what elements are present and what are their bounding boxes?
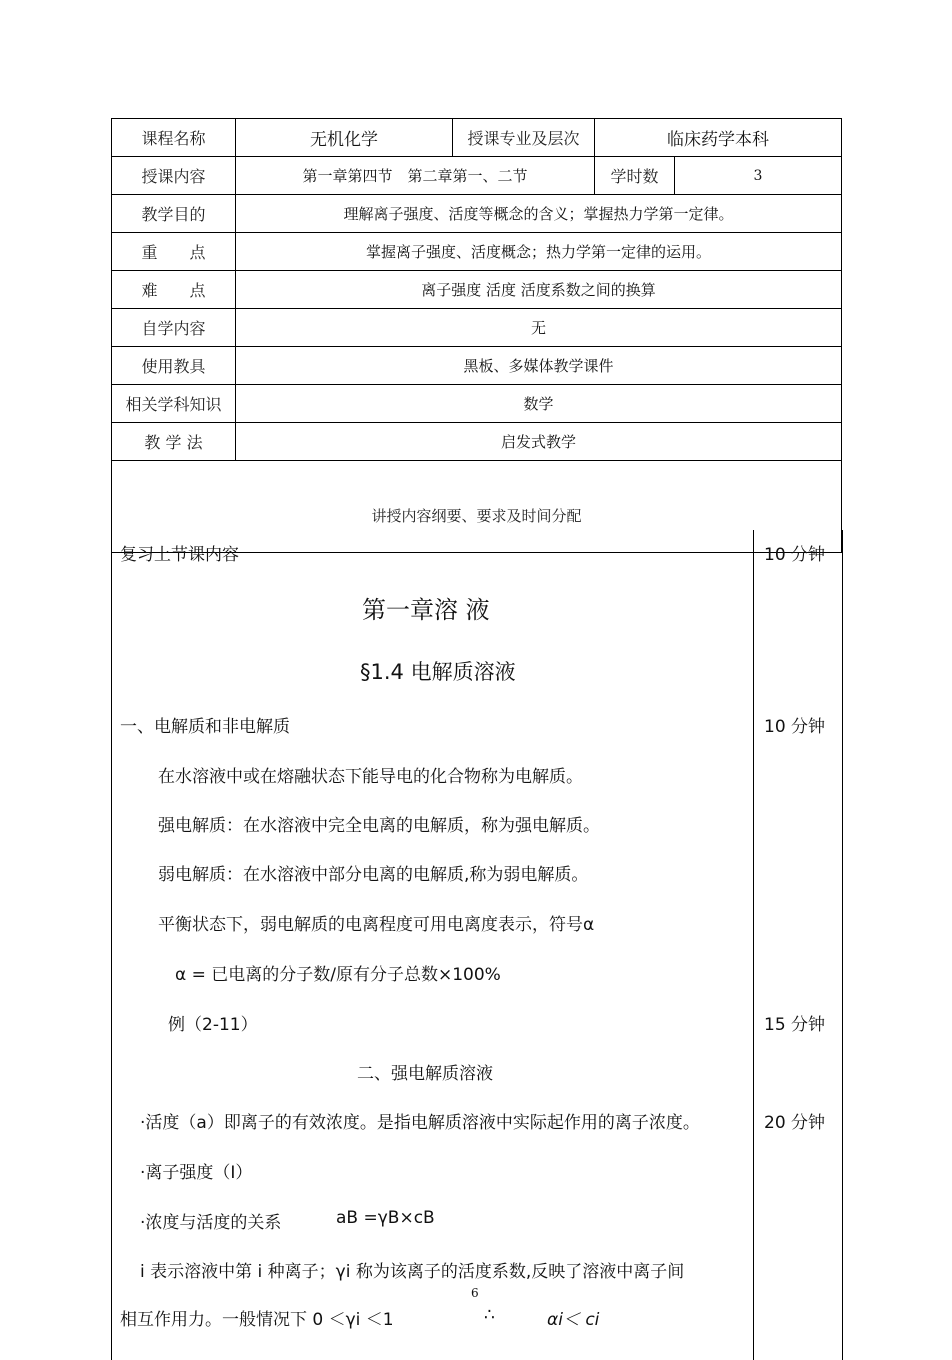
- time-part2: 20 分钟: [764, 1113, 826, 1133]
- key-label: 重 点: [112, 233, 236, 271]
- goal-value: 理解离子强度、活度等概念的含义；掌握热力学第一定律。: [236, 195, 842, 233]
- major-value: 临床药学本科: [595, 119, 842, 157]
- major-label: 授课专业及层次: [453, 119, 595, 157]
- relation-item: ·浓度与活度的关系: [140, 1213, 282, 1233]
- therefore-symbol: ∴: [484, 1305, 495, 1325]
- definition-paragraph: 在水溶液中或在熔融状态下能导电的化合物称为电解质。: [158, 767, 583, 787]
- strong-electrolyte-paragraph: 强电解质：在水溶液中完全电离的电解质，称为强电解质。: [158, 816, 600, 836]
- related-label: 相关学科知识: [112, 385, 236, 423]
- interaction-sentence: 相互作用力。一般情况下 0 ＜γi ＜1: [120, 1310, 394, 1330]
- chapter-title: 第一章溶 液: [362, 596, 490, 624]
- activity-formula: aB =γB×cB: [336, 1208, 435, 1228]
- difficulty-label: 难 点: [112, 271, 236, 309]
- method-label: 教 学 法: [112, 423, 236, 461]
- hours-label: 学时数: [595, 157, 675, 195]
- ionization-degree-paragraph: 平衡状态下，弱电解质的电离程度可用电离度表示，符号α: [158, 915, 595, 935]
- example-ref: 例（2-11）: [168, 1015, 258, 1035]
- review-heading: 复习上节课内容: [120, 545, 239, 565]
- weak-electrolyte-paragraph: 弱电解质：在水溶液中部分电离的电解质,称为弱电解质。: [158, 865, 589, 885]
- section-title: §1.4 电解质溶液: [360, 660, 516, 684]
- method-value: 启发式教学: [236, 423, 842, 461]
- content-value: 第一章第四节 第二章第一、二节: [236, 157, 595, 195]
- lesson-body-frame: [111, 530, 843, 1360]
- time-example: 15 分钟: [764, 1015, 826, 1035]
- time-review: 10 分钟: [764, 545, 826, 565]
- hours-value: 3: [675, 157, 842, 195]
- tools-label: 使用教具: [112, 347, 236, 385]
- self-study-label: 自学内容: [112, 309, 236, 347]
- key-value: 掌握离子强度、活度概念；热力学第一定律的运用。: [236, 233, 842, 271]
- ionic-strength-item: ·离子强度（I）: [140, 1163, 253, 1183]
- time-part1: 10 分钟: [764, 717, 826, 737]
- content-label: 授课内容: [112, 157, 236, 195]
- activity-inequality: αi＜ ci: [547, 1310, 600, 1330]
- page-number: 6: [471, 1286, 479, 1300]
- course-info-table: [111, 118, 842, 553]
- goal-label: 教学目的: [112, 195, 236, 233]
- part1-heading: 一、电解质和非电解质: [120, 717, 290, 737]
- outline-title: 讲授内容纲要、要求及时间分配: [112, 461, 842, 553]
- activity-definition: ·活度（a）即离子的有效浓度。是指电解质溶液中实际起作用的离子浓度。: [140, 1113, 700, 1133]
- time-column-divider: [753, 530, 754, 1360]
- related-value: 数学: [236, 385, 842, 423]
- self-study-value: 无: [236, 309, 842, 347]
- difficulty-value: 离子强度 活度 活度系数之间的换算: [236, 271, 842, 309]
- activity-coefficient-paragraph: i 表示溶液中第 i 种离子；γi 称为该离子的活度系数,反映了溶液中离子间: [140, 1262, 685, 1282]
- course-value: 无机化学: [236, 119, 453, 157]
- course-label: 课程名称: [112, 119, 236, 157]
- tools-value: 黑板、多媒体教学课件: [236, 347, 842, 385]
- ionization-formula: α = 已电离的分子数/原有分子总数×100%: [175, 965, 501, 985]
- part2-heading: 二、强电解质溶液: [357, 1064, 493, 1084]
